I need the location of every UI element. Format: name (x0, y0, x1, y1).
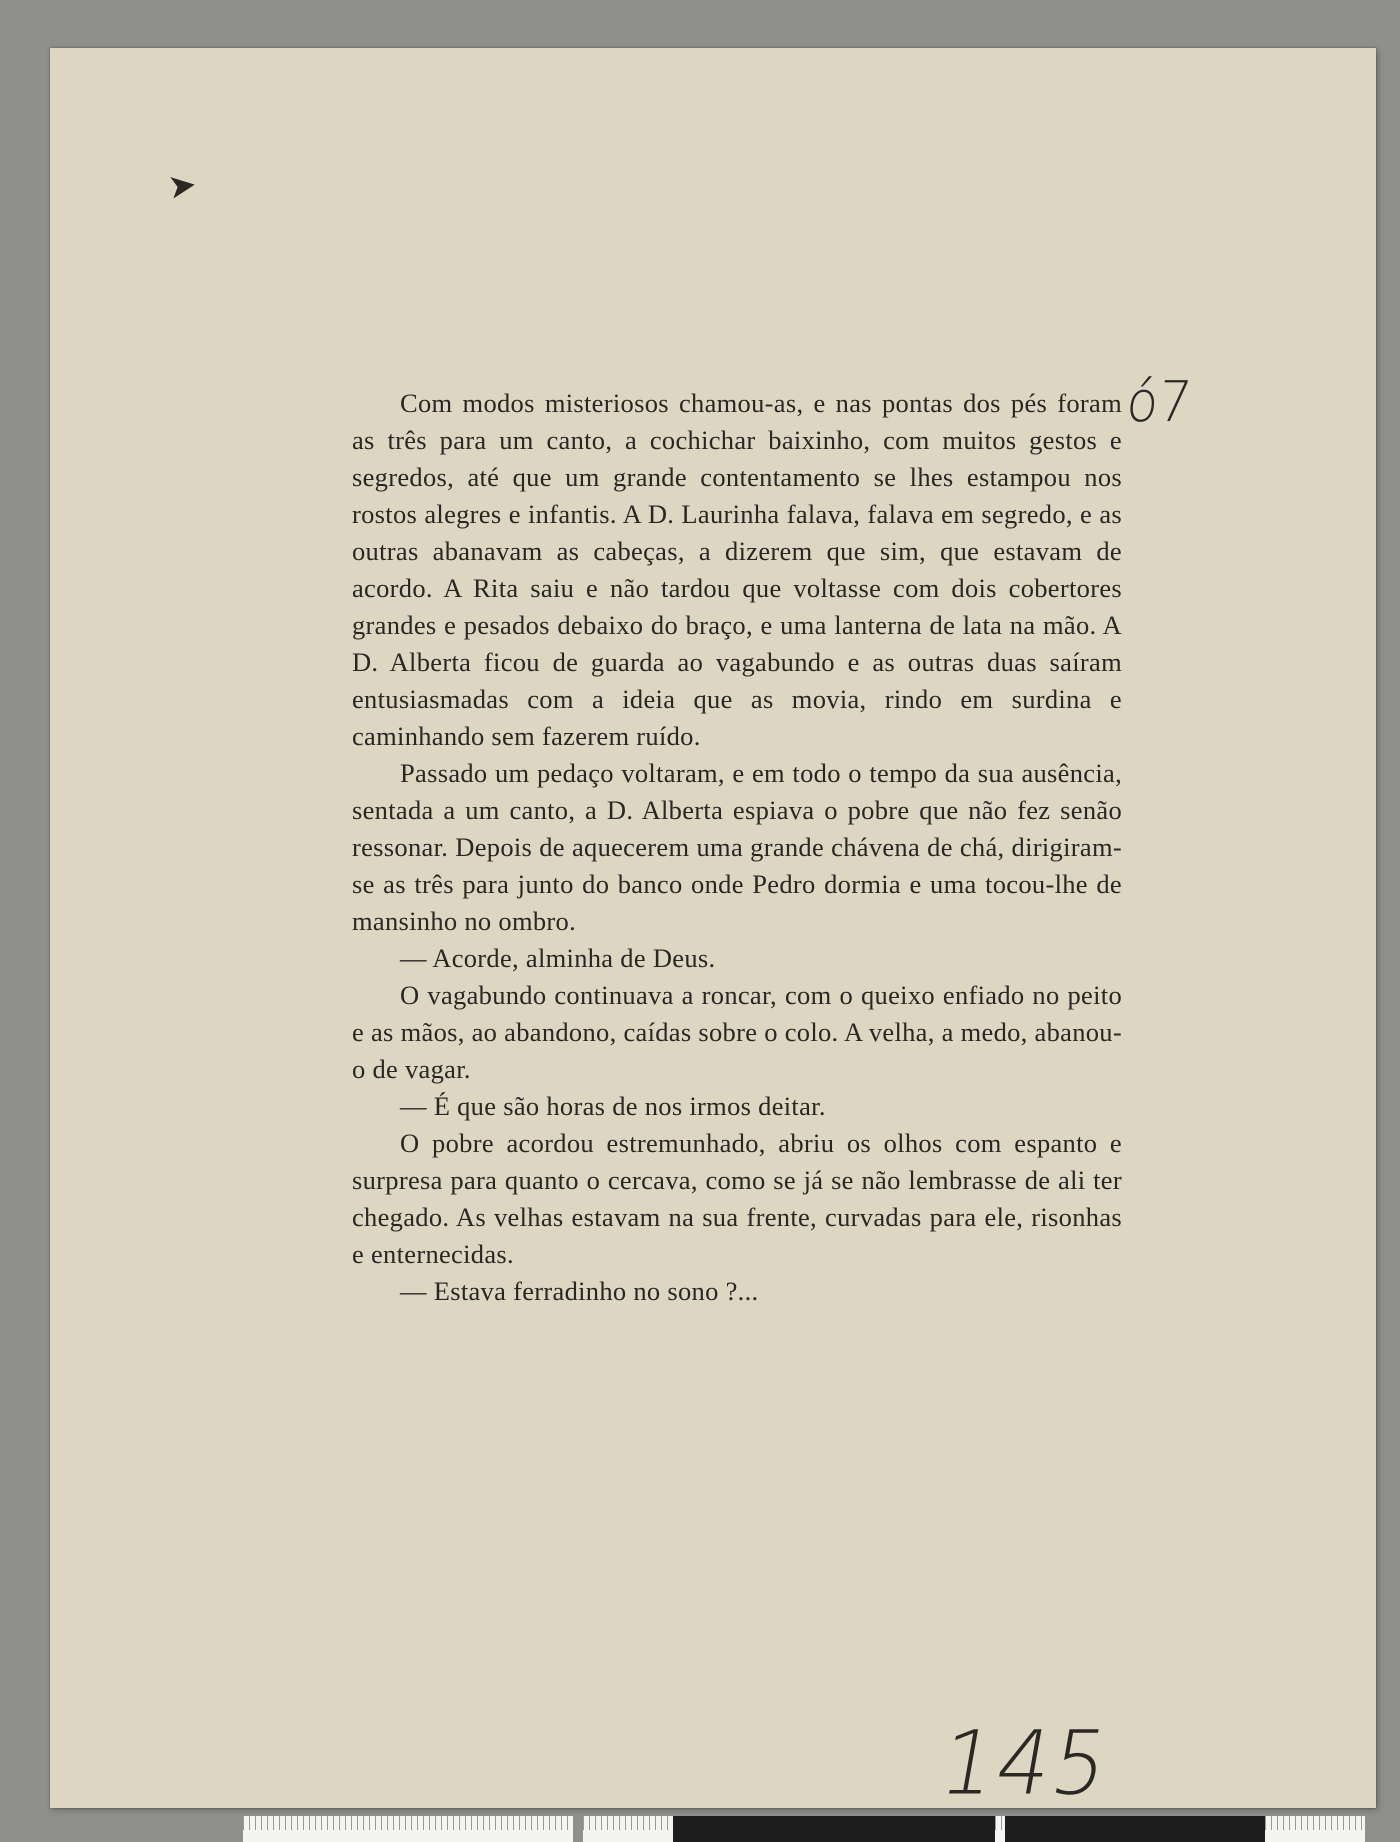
ruler-light-segment (243, 1816, 573, 1842)
handwritten-page-number-bottom: 145 (932, 1711, 1118, 1815)
paragraph-4: O vagabundo continuava a roncar, com o queixo enfiado no peito e as mãos, ao abandono, caídas sobre o colo. A velha, a medo, abanou-o de vagar. (352, 980, 1122, 1084)
ruler-dark-segment (1005, 1816, 1265, 1842)
document-page (50, 48, 1376, 1815)
paragraph-5: — É que são horas de nos irmos deitar. (400, 1091, 826, 1121)
paragraph-1: Com modos misteriosos chamou-as, e nas pontas dos pés foram as três para um canto, a cochichar baixinho, com muitos gestos e segredos, até que um grande contentamento se lhes estampou nos rostos alegres e infantis. A D. Laurinha falava, falava em segredo, e as outras abanavam as cabeças, a dizerem que sim, que estavam de acordo. A Rita saiu e não tardou que voltasse com dois cobertores grandes e pesados debaixo do braço, e uma lanterna de lata na mão. A D. Alberta ficou de guarda ao vagabundo e as outras duas saíram entusiasmadas com a ideia que as movia, rindo em surdina e caminhando sem fazerem ruído. (352, 388, 1122, 751)
paragraph-2: Passado um pedaço voltaram, e em todo o tempo da sua ausência, sentada a um canto, a D. Alberta espiava o pobre que não fez senão ressonar. Depois de aquecerem uma grande chávena de chá, dirigiram-se as três para junto do banco onde Pedro dormia e uma tocou-lhe de mansinho no ombro. (352, 758, 1122, 936)
paragraph-3: — Acorde, alminha de Deus. (400, 943, 716, 973)
ruler-light-segment (995, 1816, 1005, 1842)
paragraph-7: — Estava ferradinho no sono ?... (400, 1276, 759, 1306)
corner-mark: ➤ (165, 164, 200, 208)
ruler-light-segment (1265, 1816, 1365, 1842)
ruler-dark-segment (673, 1816, 995, 1842)
handwritten-page-number-top: ó7 (1123, 370, 1195, 435)
paragraph-6: O pobre acordou estremunhado, abriu os olhos com espanto e surpresa para quanto o cercava, como se já se não lembrasse de ali ter chegado. As velhas estavam na sua frente, curvadas para ele, risonhas e enternecidas. (352, 1128, 1122, 1269)
body-text (352, 385, 1122, 1310)
ruler-gap (573, 1816, 583, 1842)
ruler-light-segment (583, 1816, 673, 1842)
scale-ruler (243, 1816, 1365, 1842)
